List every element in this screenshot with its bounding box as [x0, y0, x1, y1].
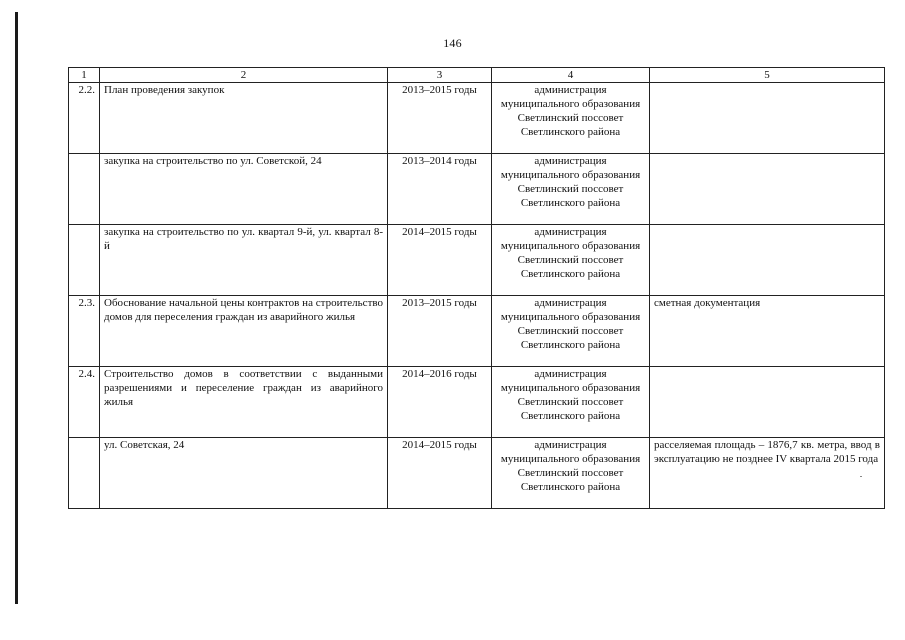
item-period: 2014–2015 годы	[388, 225, 492, 296]
item-period: 2013–2014 годы	[388, 154, 492, 225]
item-period: 2013–2015 годы	[388, 296, 492, 367]
item-number: 2.4.	[69, 367, 100, 438]
item-number	[69, 154, 100, 225]
column-header: 3	[388, 68, 492, 83]
item-description: закупка на строительство по ул. Советской, 24	[100, 154, 388, 225]
column-header: 4	[492, 68, 650, 83]
item-note	[650, 83, 885, 154]
item-number	[69, 438, 100, 509]
scan-edge-bar	[15, 12, 18, 604]
item-note	[650, 225, 885, 296]
item-note	[650, 154, 885, 225]
item-executor: администрация муниципального образования Светлинский поссовет Светлинского района	[492, 154, 650, 225]
table-row	[69, 367, 885, 438]
table-row	[69, 225, 885, 296]
item-executor: администрация муниципального образования Светлинский поссовет Светлинского района	[492, 296, 650, 367]
item-executor: администрация муниципального образования Светлинский поссовет Светлинского района	[492, 83, 650, 154]
table-row	[69, 296, 885, 367]
scan-speck	[860, 476, 862, 477]
item-number: 2.2.	[69, 83, 100, 154]
column-header: 5	[650, 68, 885, 83]
item-note	[650, 367, 885, 438]
item-period: 2014–2015 годы	[388, 438, 492, 509]
item-note: сметная документация	[650, 296, 885, 367]
table-row	[69, 438, 885, 509]
item-description: Строительство домов в соответствии с выданными разрешениями и переселение граждан из аварийного жилья	[100, 367, 388, 438]
item-period: 2014–2016 годы	[388, 367, 492, 438]
table-row	[69, 83, 885, 154]
program-table	[68, 67, 885, 509]
column-header: 1	[69, 68, 100, 83]
table-header-row	[69, 68, 885, 83]
item-executor: администрация муниципального образования Светлинский поссовет Светлинского района	[492, 225, 650, 296]
item-executor: администрация муниципального образования Светлинский поссовет Светлинского района	[492, 367, 650, 438]
item-description: ул. Советская, 24	[100, 438, 388, 509]
column-header: 2	[100, 68, 388, 83]
item-description: План проведения закупок	[100, 83, 388, 154]
item-description: закупка на строительство по ул. квартал 9-й, ул. квартал 8-й	[100, 225, 388, 296]
item-period: 2013–2015 годы	[388, 83, 492, 154]
item-executor: администрация муниципального образования Светлинский поссовет Светлинского района	[492, 438, 650, 509]
item-note: расселяемая площадь – 1876,7 кв. метра, ввод в эксплуатацию не позднее IV квартала 2015 года	[650, 438, 885, 509]
item-description: Обоснование начальной цены контрактов на строительство домов для переселения граждан из аварийного жилья	[100, 296, 388, 367]
item-number	[69, 225, 100, 296]
table-row	[69, 154, 885, 225]
item-number: 2.3.	[69, 296, 100, 367]
page-number: 146	[443, 36, 462, 50]
